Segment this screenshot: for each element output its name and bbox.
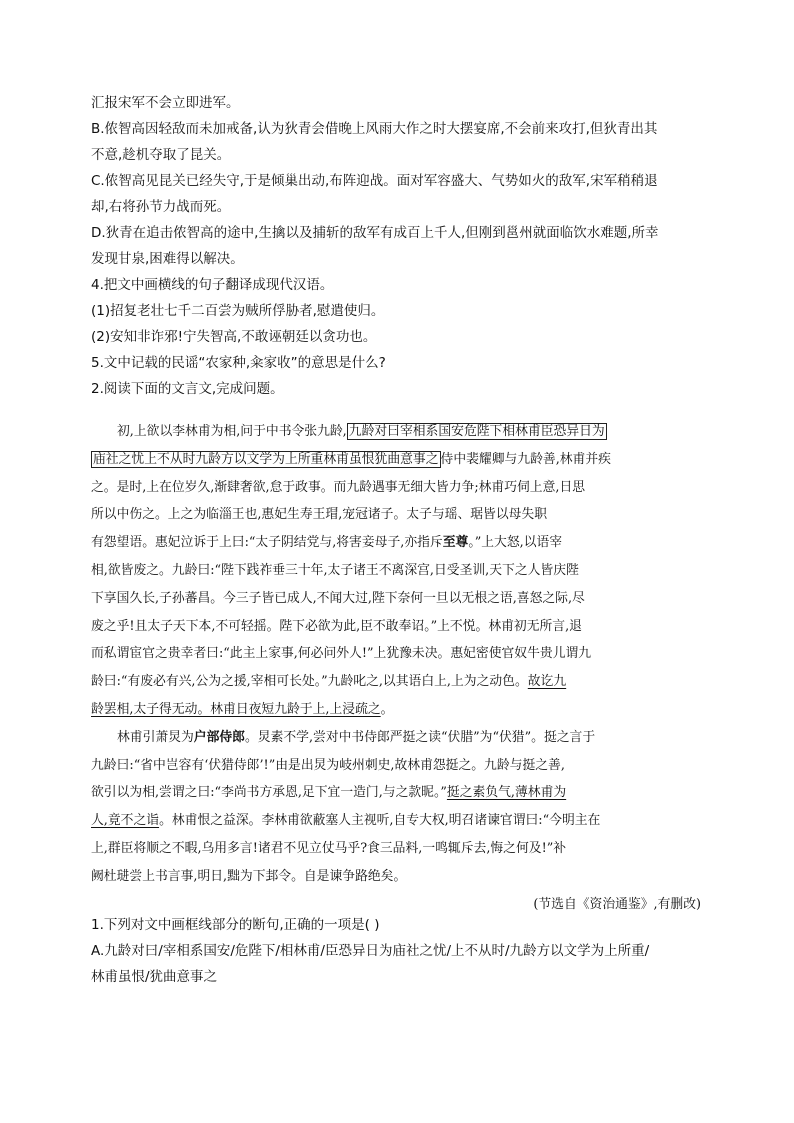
question-5-stem: 5.文中记载的民谣“农家种,籴家收”的意思是什么? xyxy=(91,355,386,371)
passage-line xyxy=(91,696,707,724)
passage-line: 而私谓宦官之贵幸者曰:“此主上家事,何必问外人!”上犹豫未决。惠妃密使官奴牛贵儿谓九 xyxy=(91,646,592,662)
passage-text: 侍中裴耀卿与九龄善,林甫并疾 xyxy=(440,451,611,467)
option-d-line: D.狄青在追击侬智高的途中,生擒以及捕斩的敌军有成百上千人,但刚到邕州就面临饮水难题,所幸 xyxy=(91,225,659,241)
option-b-line: B.侬智高因轻敌而未加戒备,认为狄青会借晚上风雨大作之时大摆宴席,不会前来攻打,但狄青出其 xyxy=(91,121,658,137)
passage-text: 欲引以为相,尝谓之曰:“李尚书方承恩,足下宜一造门,与之款昵。” xyxy=(91,785,447,801)
passage-line: 下享国久长,子孙蕃昌。今三子皆已成人,不闻大过,陛下奈何一旦以无根之语,喜怒之际,尽 xyxy=(91,590,585,606)
passage-text: 有怨望语。惠妃泣诉于上曰:“太子阴结党与,将害妾母子,亦指斥 xyxy=(91,535,443,551)
option-c-line: C.侬智高见昆关已经失守,于是倾巢出动,布阵迎战。面对军容盛大、气势如火的敌军,宋军稍稍退 xyxy=(91,173,658,189)
passage-line: 九龄曰:“省中岂容有‘伏猎侍郎’!”由是出炅为岐州刺史,故林甫怨挺之。九龄与挺之善, xyxy=(91,757,565,773)
text-line: 汇报宋军不会立即进军。 xyxy=(91,95,240,111)
option-b-line: 不意,趁机夺取了昆关。 xyxy=(91,147,231,163)
passage-text: 。 xyxy=(380,701,394,717)
passage-line: 废之乎!且太子天下本,不可轻摇。陛下必欲为此,臣不敢奉诏。”上不悦。林甫初无所言,退 xyxy=(91,618,582,634)
underlined-text: 龄罢相,太子得无动。林甫日夜短九龄于上,上浸疏之 xyxy=(91,701,381,717)
passage-text: 。炅素不学,尝对中书侍郎严挺之读“伏腊”为“伏猎”。挺之言于 xyxy=(244,729,596,745)
underlined-text: 故讫九 xyxy=(527,674,567,690)
passage-line: 阙杜琎尝上书言事,明日,黜为下邽令。自是谏争路绝矣。 xyxy=(91,868,407,884)
passage-line xyxy=(91,807,707,835)
framed-text: 庙社之忧上不从时九龄方以文学为上所重林甫虽恨犹曲意事之 xyxy=(93,451,439,467)
passage-line xyxy=(91,418,707,446)
passage-line xyxy=(91,529,707,557)
passage-line xyxy=(91,779,707,807)
passage-line: 之。是时,上在位岁久,渐肆奢欲,怠于政事。而九龄遇事无细大皆力争;林甫巧伺上意,日思 xyxy=(91,479,586,495)
passage-text: 。林甫恨之益深。李林甫欲蔽塞人主视听,自专大权,明召诸谏官谓曰:“今明主在 xyxy=(159,813,601,829)
passage-line: 上,群臣将顺之不暇,乌用多言!诸君不见立仗马乎?食三品料,一鸣辄斥去,悔之何及!”补 xyxy=(91,840,567,856)
question-section-top xyxy=(91,90,707,402)
source-citation: (节选自《资治通鉴》,有删改) xyxy=(533,896,701,912)
question-1-option-a: 林甫虽恨/犹曲意事之 xyxy=(91,969,218,985)
question-1 xyxy=(91,912,707,990)
passage-text: 户部侍郎 xyxy=(193,729,245,745)
passage-line: 相,欲皆废之。九龄曰:“陛下践祚垂三十年,太子诸王不离深宫,日受圣训,天下之人皆庆陛 xyxy=(91,562,579,578)
passage-text: 龄曰:“有废必有兴,公为之援,宰相可长处。”九龄叱之,以其语白上,上为之动色。 xyxy=(91,674,528,690)
underlined-text: 挺之素负气,薄林甫为 xyxy=(446,785,567,801)
classical-passage xyxy=(91,418,707,918)
question-4-stem: 4.把文中画横线的句子翻译成现代汉语。 xyxy=(91,277,334,293)
question-4-item-1: (1)招复老壮七千二百尝为贼所俘胁者,慰遣使归。 xyxy=(91,303,385,319)
passage-line xyxy=(91,724,707,752)
passage-text: 林甫引萧炅为 xyxy=(117,729,194,745)
option-d-line: 发现甘泉,困难得以解决。 xyxy=(91,251,244,267)
passage-line: 所以中伤之。上之为临淄王也,惠妃生寿王瑁,宠冠诸子。太子与瑶、琚皆以母失职 xyxy=(91,507,548,523)
passage-text: 初,上欲以李林甫为相,问于中书令张九龄, xyxy=(117,424,347,439)
passage-line xyxy=(91,668,707,696)
question-1-stem: 1.下列对文中画框线部分的断句,正确的一项是( ) xyxy=(91,917,380,933)
question-4-item-2: (2)安知非诈邪!宁失智高,不敢诬朝廷以贪功也。 xyxy=(91,329,377,345)
passage-text: 。”上大怒,以语宰 xyxy=(468,535,563,551)
underlined-text: 人,竟不之诣 xyxy=(91,813,160,829)
option-c-line: 却,右将孙节力战而死。 xyxy=(91,199,231,215)
passage-text: 至尊 xyxy=(442,535,469,551)
framed-text: 九龄对曰宰相系国安危陛下相林甫臣恐异日为 xyxy=(348,424,605,439)
section-heading: 2.阅读下面的文言文,完成问题。 xyxy=(91,381,284,397)
passage-line xyxy=(91,446,707,474)
question-1-option-a: A.九龄对曰/宰相系国安/危陛下/相林甫/臣恐异日为庙社之忧/上不从时/九龄方以文学为上所重/ xyxy=(91,943,650,959)
